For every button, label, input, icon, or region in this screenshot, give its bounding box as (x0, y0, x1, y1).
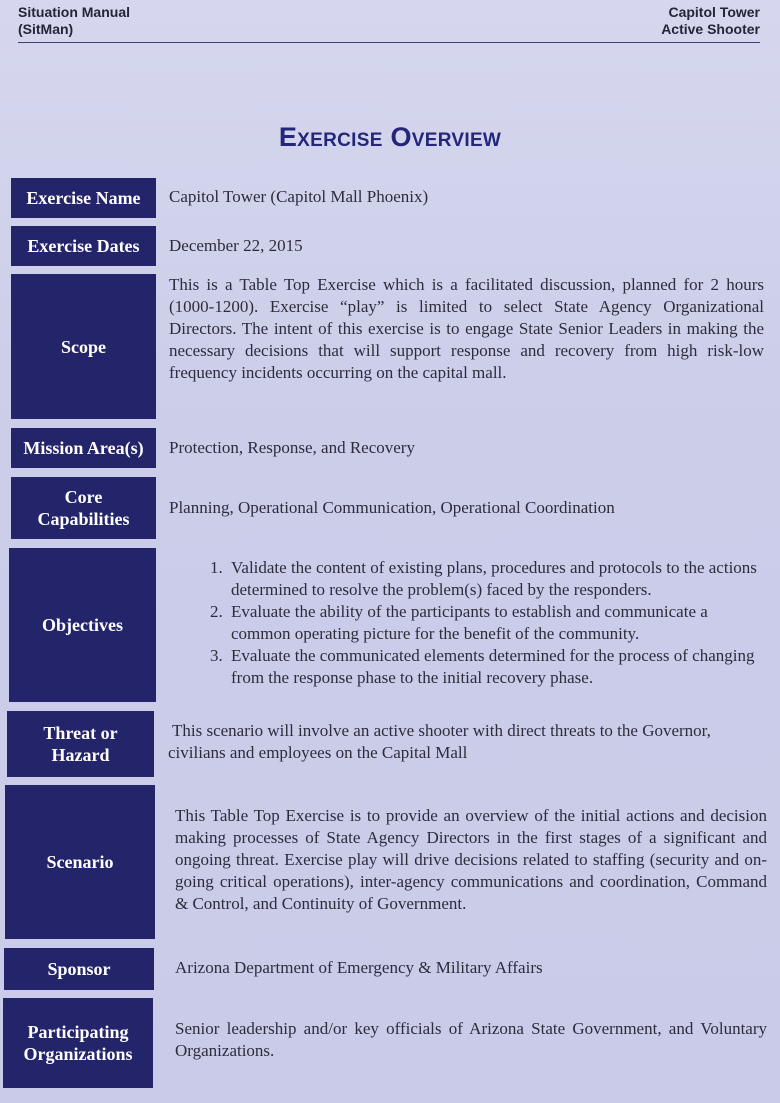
scope-label: Scope (11, 274, 156, 419)
exercise-name-label: Exercise Name (11, 178, 156, 218)
exercise-dates-label: Exercise Dates (11, 226, 156, 266)
threat-hazard-value: This scenario will involve an active shooter with direct threats to the Governor, civilians and employees on the Capital Mall (168, 721, 711, 762)
participating-organizations-label-line2: Organizations (23, 1044, 133, 1064)
mission-areas-label: Mission Area(s) (11, 428, 156, 468)
page-header (18, 4, 760, 43)
objective-item-1: 1. Validate the content of existing plans, procedures and protocols to the actions determined to resolve the problem(s) faced by the responders. (227, 557, 771, 601)
participating-organizations-label-line1: Participating (27, 1022, 129, 1042)
exercise-dates-value: December 22, 2015 (169, 236, 303, 255)
sponsor-value: Arizona Department of Emergency & Military Affairs (175, 958, 543, 977)
objectives-list (169, 557, 771, 689)
core-capabilities-label-line2: Capabilities (37, 509, 130, 529)
threat-hazard-label-line2: Hazard (51, 745, 110, 765)
page-title: Exercise Overview (278, 122, 502, 152)
core-capabilities-value: Planning, Operational Communication, Operational Coordination (169, 498, 615, 517)
objective-item-3: 3. Evaluate the communicated elements determined for the process of changing from the response phase to the initial recovery phase. (227, 645, 771, 689)
sponsor-label: Sponsor (4, 948, 154, 990)
header-manual-abbrev: (SitMan) (18, 21, 74, 37)
header-left (18, 4, 130, 38)
mission-areas-value: Protection, Response, and Recovery (169, 438, 415, 457)
threat-hazard-label-line1: Threat or (43, 723, 118, 743)
core-capabilities-label (11, 477, 156, 539)
header-exercise-name: Capitol Tower (668, 4, 760, 20)
participating-organizations-label (3, 998, 153, 1088)
objectives-label: Objectives (9, 548, 156, 702)
header-right (661, 4, 760, 38)
scope-value: This is a Table Top Exercise which is a facilitated discussion, planned for 2 hours (1000-1200). Exercise “play” is limited to select State Agency Organizational Directors. The intent of this exercise is to engage State Senior Leaders in making the necessary decisions that will support response and recovery from high risk-low frequency incidents occurring on the capital mall. (169, 275, 764, 382)
exercise-name-value: Capitol Tower (Capitol Mall Phoenix) (169, 187, 429, 206)
core-capabilities-label-line1: Core (64, 487, 103, 507)
scenario-value: This Table Top Exercise is to provide an overview of the initial actions and decision making processes of State Agency Directors in the first stages of a significant and ongoing threat. Exercise play will drive decisions related to staffing (security and on-going critical operations), inter-agency communications and coordination, Command & Control, and Continuity of Government. (175, 806, 767, 913)
threat-hazard-label (7, 711, 154, 777)
scenario-label: Scenario (5, 785, 155, 939)
header-manual-title: Situation Manual (18, 4, 130, 20)
header-exercise-type: Active Shooter (661, 21, 760, 37)
participating-organizations-value: Senior leadership and/or key officials of Arizona State Government, and Voluntary Organizations. (175, 1019, 767, 1060)
objective-item-2: 2. Evaluate the ability of the participants to establish and communicate a common operating picture for the benefit of the community. (227, 601, 771, 645)
